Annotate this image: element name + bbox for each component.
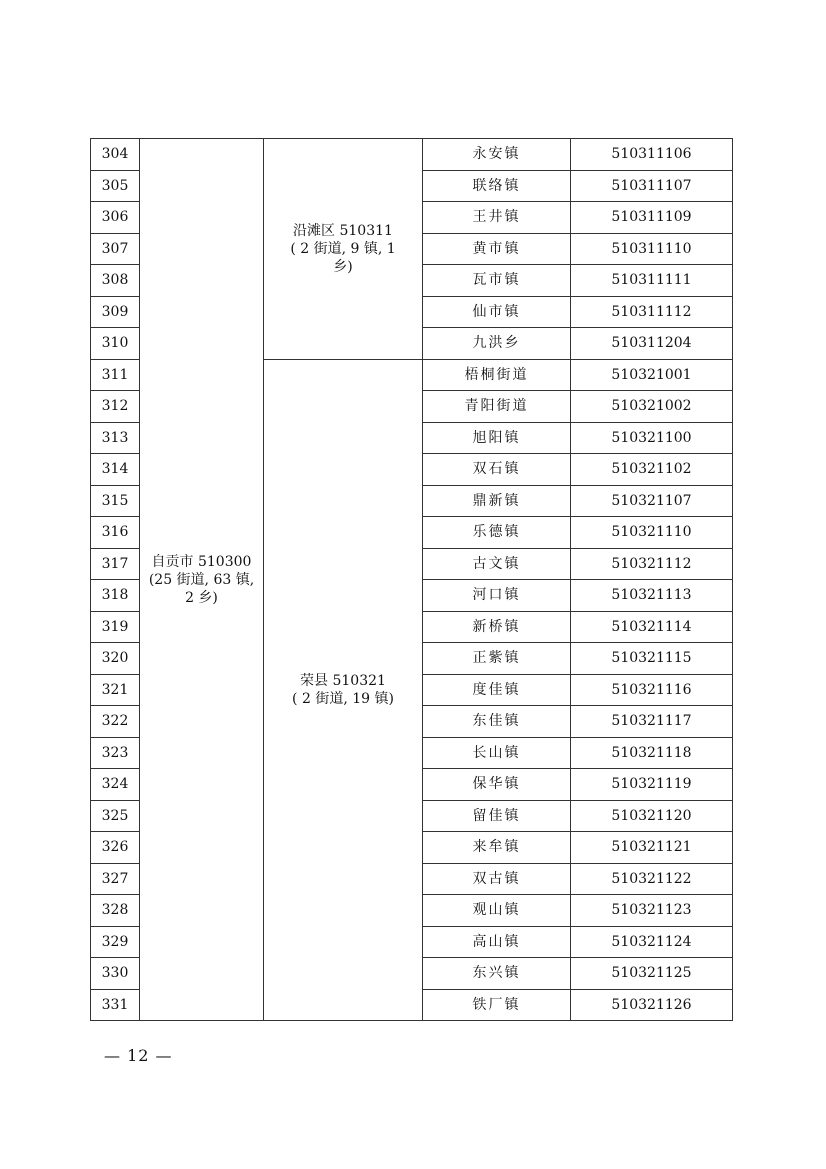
row-number: 304	[91, 139, 140, 171]
row-number: 331	[91, 989, 140, 1021]
town-name: 河口镇	[423, 580, 571, 612]
town-code: 510321122	[571, 863, 733, 895]
town-name: 旭阳镇	[423, 422, 571, 454]
table-body	[91, 139, 733, 1021]
town-name: 东兴镇	[423, 958, 571, 990]
town-name: 鼎新镇	[423, 485, 571, 517]
town-code: 510311112	[571, 296, 733, 328]
town-code: 510321115	[571, 643, 733, 675]
town-name: 瓦市镇	[423, 265, 571, 297]
row-number: 327	[91, 863, 140, 895]
row-number: 330	[91, 958, 140, 990]
county-cell	[264, 359, 423, 1021]
row-number: 319	[91, 611, 140, 643]
town-code: 510321110	[571, 517, 733, 549]
town-code: 510321102	[571, 454, 733, 486]
town-name: 长山镇	[423, 737, 571, 769]
county-cell-line: 荣县 510321	[300, 672, 386, 689]
row-number: 321	[91, 674, 140, 706]
town-code: 510311107	[571, 170, 733, 202]
row-number: 317	[91, 548, 140, 580]
row-number: 326	[91, 832, 140, 864]
row-number: 316	[91, 517, 140, 549]
row-number: 305	[91, 170, 140, 202]
row-number: 313	[91, 422, 140, 454]
town-code: 510321123	[571, 895, 733, 927]
town-code: 510321119	[571, 769, 733, 801]
town-code: 510321118	[571, 737, 733, 769]
town-name: 梧桐街道	[423, 359, 571, 391]
page-number: — 12 —	[104, 1046, 173, 1065]
town-code: 510321117	[571, 706, 733, 738]
town-name: 青阳街道	[423, 391, 571, 423]
row-number: 312	[91, 391, 140, 423]
row-number: 323	[91, 737, 140, 769]
town-code: 510321114	[571, 611, 733, 643]
town-name: 永安镇	[423, 139, 571, 171]
town-name: 正紫镇	[423, 643, 571, 675]
town-code: 510321001	[571, 359, 733, 391]
town-name: 铁厂镇	[423, 989, 571, 1021]
town-name: 联络镇	[423, 170, 571, 202]
town-code: 510311110	[571, 233, 733, 265]
row-number: 324	[91, 769, 140, 801]
region-code-table	[90, 138, 733, 1021]
county-cell-line: ( 2 街道, 9 镇, 1	[290, 240, 396, 257]
town-code: 510321125	[571, 958, 733, 990]
town-code: 510321113	[571, 580, 733, 612]
town-name: 黄市镇	[423, 233, 571, 265]
town-code: 510311111	[571, 265, 733, 297]
town-name: 九洪乡	[423, 328, 571, 360]
town-code: 510321112	[571, 548, 733, 580]
row-number: 314	[91, 454, 140, 486]
county-cell-line: 沿滩区 510311	[293, 222, 393, 239]
town-code: 510311106	[571, 139, 733, 171]
town-code: 510321124	[571, 926, 733, 958]
row-number: 325	[91, 800, 140, 832]
row-number: 328	[91, 895, 140, 927]
city-cell	[140, 139, 264, 1021]
county-cell-line: 乡)	[333, 258, 353, 275]
row-number: 309	[91, 296, 140, 328]
town-code: 510311204	[571, 328, 733, 360]
row-number: 310	[91, 328, 140, 360]
town-name: 双石镇	[423, 454, 571, 486]
city-cell-line: 2 乡)	[185, 589, 218, 606]
row-number: 311	[91, 359, 140, 391]
row-number: 322	[91, 706, 140, 738]
town-name: 王井镇	[423, 202, 571, 234]
town-name: 度佳镇	[423, 674, 571, 706]
town-code: 510321126	[571, 989, 733, 1021]
county-cell-line: ( 2 街道, 19 镇)	[292, 690, 394, 707]
town-code: 510321100	[571, 422, 733, 454]
row-number: 320	[91, 643, 140, 675]
row-number: 315	[91, 485, 140, 517]
row-number: 308	[91, 265, 140, 297]
town-name: 保华镇	[423, 769, 571, 801]
town-name: 古文镇	[423, 548, 571, 580]
row-number: 306	[91, 202, 140, 234]
town-code: 510321107	[571, 485, 733, 517]
county-cell	[264, 139, 423, 360]
town-name: 来牟镇	[423, 832, 571, 864]
town-code: 510321116	[571, 674, 733, 706]
city-cell-line: (25 街道, 63 镇,	[148, 571, 255, 588]
town-name: 仙市镇	[423, 296, 571, 328]
city-cell-line: 自贡市 510300	[151, 553, 252, 570]
town-name: 观山镇	[423, 895, 571, 927]
town-name: 乐德镇	[423, 517, 571, 549]
row-number: 307	[91, 233, 140, 265]
town-code: 510311109	[571, 202, 733, 234]
town-name: 留佳镇	[423, 800, 571, 832]
town-code: 510321120	[571, 800, 733, 832]
town-code: 510321121	[571, 832, 733, 864]
town-code: 510321002	[571, 391, 733, 423]
table-row	[91, 139, 733, 171]
row-number: 318	[91, 580, 140, 612]
town-name: 东佳镇	[423, 706, 571, 738]
row-number: 329	[91, 926, 140, 958]
town-name: 高山镇	[423, 926, 571, 958]
town-name: 双古镇	[423, 863, 571, 895]
town-name: 新桥镇	[423, 611, 571, 643]
